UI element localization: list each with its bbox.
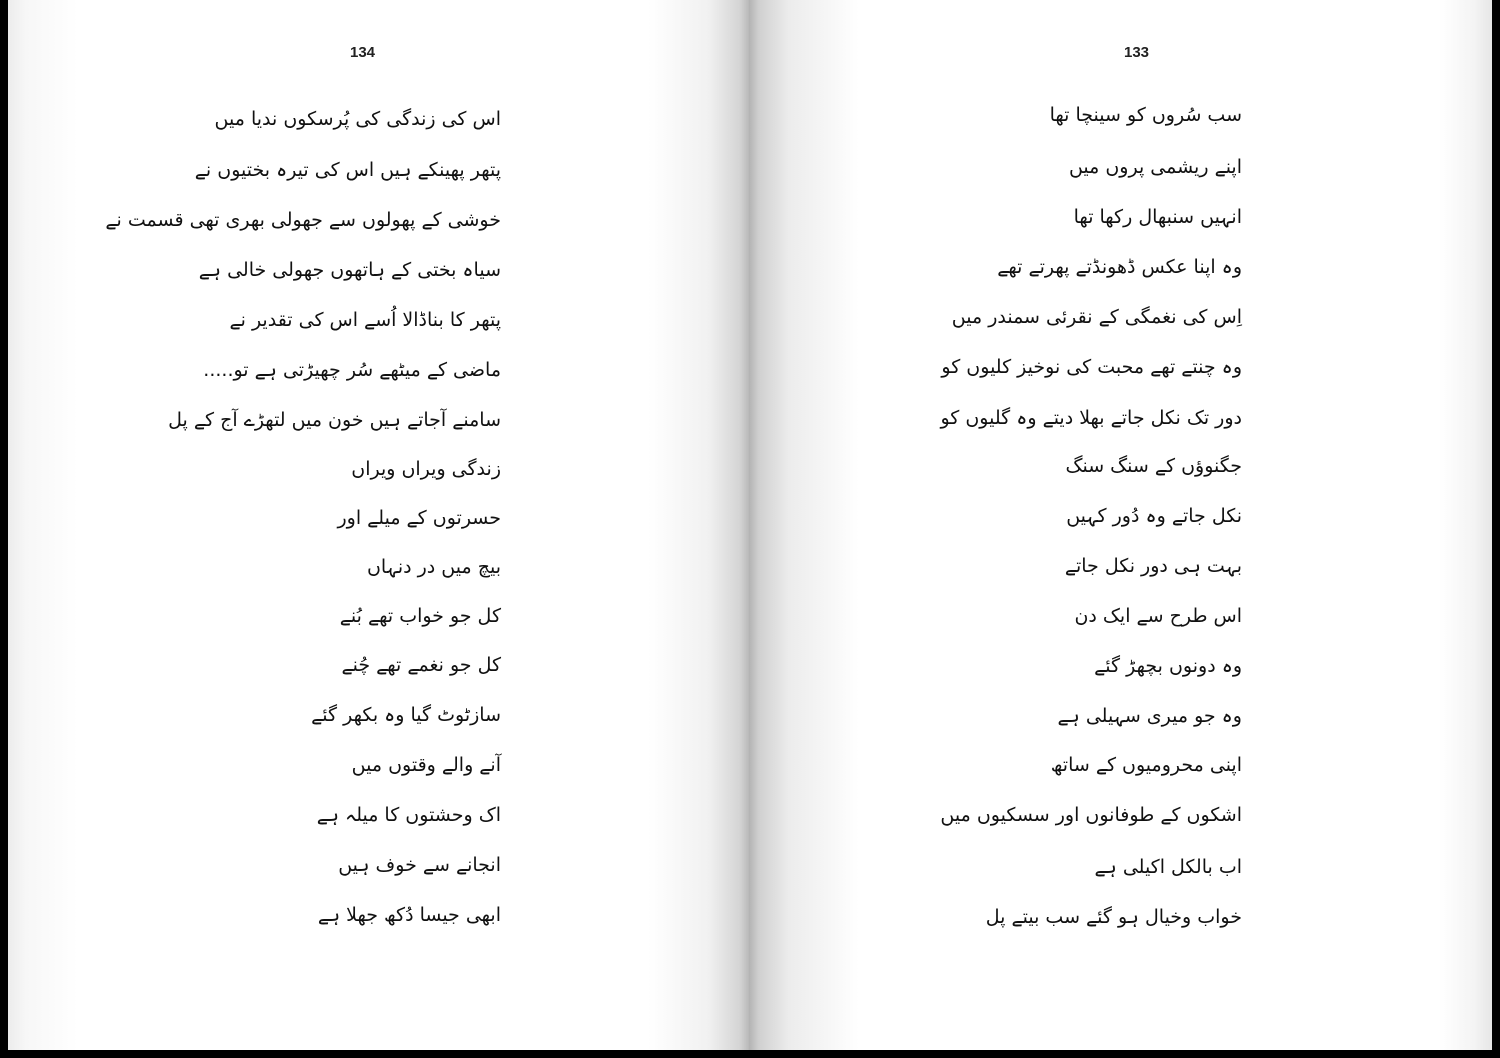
poem-line: وہ چنتے تھے محبت کی نوخیز کلیوں کو [941,356,1242,378]
poem-line: حسرتوں کے میلے اور [337,507,501,529]
poem-line: خواب وخیال ہو گئے سب بیتے پل [985,906,1242,928]
poem-line: ابھی جیسا دُکھ جھلا ہے [317,904,501,926]
poem-line: بہت ہی دور نکل جاتے [1064,555,1242,577]
poem-line: اک وحشتوں کا میلہ ہے [316,804,501,826]
page-number-left: 134 [350,44,376,61]
poem-line: انہیں سنبھال رکھا تھا [1073,206,1242,228]
poem-line: نکل جاتے وہ دُور کہیں [1066,505,1242,527]
open-book [8,0,1492,1050]
right-page [749,0,1492,1050]
poem-line: بیچ میں در دنہاں [366,556,501,578]
poem-line: وہ جو میری سہیلی ہے [1057,705,1242,727]
poem-line: پتھر پھینکے ہیں اس کی تیرہ بختیوں نے [194,159,501,181]
left-page [8,0,749,1050]
poem-line: وہ اپنا عکس ڈھونڈتے پھرتے تھے [997,256,1242,278]
poem-line: کل جو خواب تھے بُنے [339,605,501,627]
poem-line: اپنے ریشمی پروں میں [1068,156,1242,178]
poem-line: وہ دونوں بچھڑ گئے [1094,655,1242,677]
poem-line: انجانے سے خوف ہیں [338,854,501,876]
poem-line: پتھر کا بناڈالا اُسے اس کی تقدیر نے [229,309,501,331]
poem-line: زندگی ویراں ویراں [351,458,501,480]
poem-line: اس کی زندگی کی پُرسکوں ندیا میں [214,108,501,130]
poem-line: اپنی محرومیوں کے ساتھ [1050,754,1242,776]
poem-line: اشکوں کے طوفانوں اور سسکیوں میں [940,804,1242,826]
poem-line: کل جو نغمے تھے چُنے [341,654,501,676]
poem-line: دور تک نکل جاتے بھلا دیتے وہ گلیوں کو [940,407,1242,429]
poem-line: اِس کی نغمگی کے نقرئی سمندر میں [951,306,1242,328]
poem-line: سیاہ بختی کے ہاتھوں جھولی خالی ہے [198,259,501,281]
page-number-right: 133 [1124,44,1150,61]
poem-line: اب بالکل اکیلی ہے [1094,856,1242,878]
poem-line: ماضی کے میٹھے سُر چھیڑتی ہے تو..... [203,359,501,381]
poem-line: سازٹوٹ گیا وہ بکھر گئے [311,704,501,726]
poem-line: سامنے آجاتے ہیں خون میں لتھڑے آج کے پل [168,409,501,431]
poem-line: آنے والے وقتوں میں [351,754,501,776]
poem-line: خوشی کے پھولوں سے جھولی بھری تھی قسمت نے [105,209,501,231]
poem-line: اس طرح سے ایک دن [1074,605,1242,627]
poem-line: جگنوؤں کے سنگ سنگ [1065,455,1242,477]
poem-line: سب سُروں کو سینچا تھا [1049,104,1242,126]
